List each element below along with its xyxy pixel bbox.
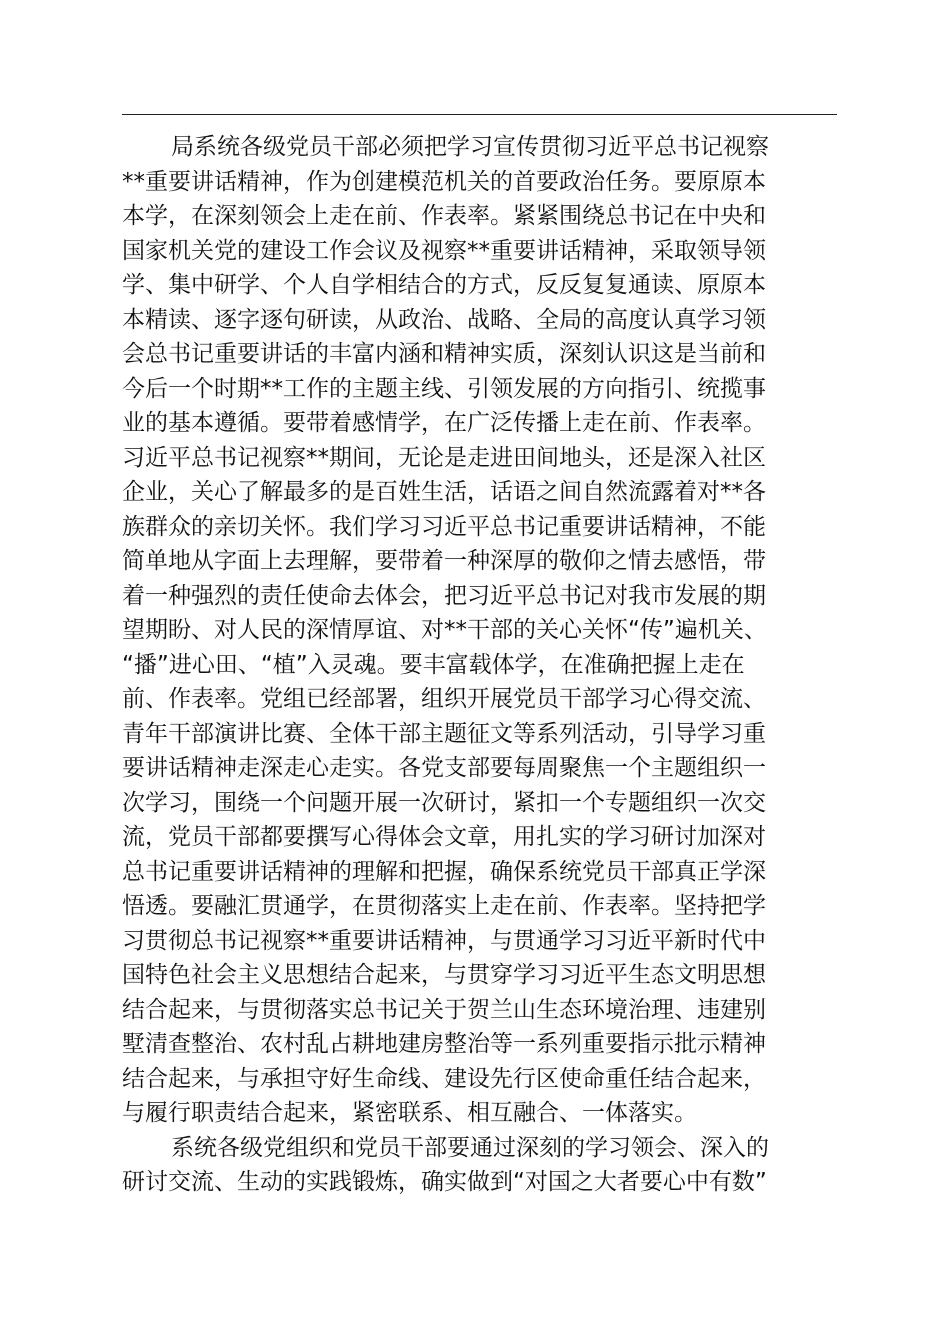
- text-line: 习贯彻总书记视察**重要讲话精神，与贯通学习习近平新时代中: [122, 927, 766, 954]
- text-line: 习近平总书记视察**期间，无论是走进田间地头，还是深入社区: [122, 444, 766, 471]
- body-text: [122, 130, 837, 1200]
- text-line: 要讲话精神走深走心走实。各党支部要每周聚焦一个主题组织一: [122, 755, 766, 781]
- text-line: 今后一个时期**工作的主题主线、引领发展的方向指引、统揽事: [122, 375, 766, 402]
- text-line: 总书记重要讲话精神的理解和把握，确保系统党员干部真正学深: [122, 858, 766, 885]
- text-line: 墅清查整治、农村乱占耕地建房整治等一系列重要指示批示精神: [122, 1031, 766, 1057]
- text-line: 学、集中研学、个人自学相结合的方式，反反复复通读、原原本: [122, 272, 766, 298]
- text-line: 研讨交流、生动的实践锻炼，确实做到“对国之大者要心中有数”: [122, 1169, 767, 1195]
- text-line: 望期盼、对人民的深情厚谊、对**干部的关心关怀“传”遍机关、: [122, 617, 767, 643]
- text-line: 简单地从字面上去理解，要带着一种深厚的敬仰之情去感悟，带: [122, 548, 766, 574]
- text-line: 结合起来，与承担守好生命线、建设先行区使命重任结合起来，: [122, 1065, 766, 1092]
- text-line: 次学习，围绕一个问题开展一次研讨，紧扣一个专题组织一次交: [122, 789, 766, 816]
- text-line: 前、作表率。党组已经部署，组织开展党员干部学习心得交流、: [122, 686, 766, 712]
- text-line: 悟透。要融汇贯通学，在贯彻落实上走在前、作表率。坚持把学: [122, 893, 766, 919]
- text-line: 流，党员干部都要撰写心得体会文章，用扎实的学习研讨加深对: [122, 824, 766, 850]
- text-line: 国家机关党的建设工作会议及视察**重要讲话精神，采取领导领: [122, 237, 766, 264]
- text-line: “播”进心田、“植”入灵魂。要丰富载体学，在准确把握上走在: [122, 651, 745, 678]
- text-line: 系统各级党组织和党员干部要通过深刻的学习领会、深入的: [171, 1134, 769, 1161]
- text-line: 青年干部演讲比赛、全体干部主题征文等系列活动，引导学习重: [122, 720, 766, 747]
- text-line: **重要讲话精神，作为创建模范机关的首要政治任务。要原原本: [122, 168, 766, 195]
- text-line: 与履行职责结合起来，紧密联系、相互融合、一体落实。: [122, 1100, 697, 1126]
- text-line: 业的基本遵循。要带着感情学，在广泛传播上走在前、作表率。: [122, 410, 766, 436]
- text-line: 国特色社会主义思想结合起来，与贯穿学习习近平生态文明思想: [122, 962, 766, 988]
- text-line: 族群众的亲切关怀。我们学习习近平总书记重要讲话精神，不能: [122, 513, 766, 540]
- text-line: 结合起来，与贯彻落实总书记关于贺兰山生态环境治理、违建别: [122, 996, 766, 1023]
- text-line: 企业，关心了解最多的是百姓生活，话语之间自然流露着对**各: [122, 479, 766, 505]
- text-line: 着一种强烈的责任使命去体会，把习近平总书记对我市发展的期: [122, 582, 766, 609]
- text-line: 局系统各级党员干部必须把学习宣传贯彻习近平总书记视察: [171, 134, 769, 160]
- text-line: 本精读、逐字逐句研读，从政治、战略、全局的高度认真学习领: [122, 306, 766, 333]
- text-line: 会总书记重要讲话的丰富内涵和精神实质，深刻认识这是当前和: [122, 341, 766, 367]
- text-line: 本学，在深刻领会上走在前、作表率。紧紧围绕总书记在中央和: [122, 203, 766, 229]
- header-rule: [122, 114, 837, 115]
